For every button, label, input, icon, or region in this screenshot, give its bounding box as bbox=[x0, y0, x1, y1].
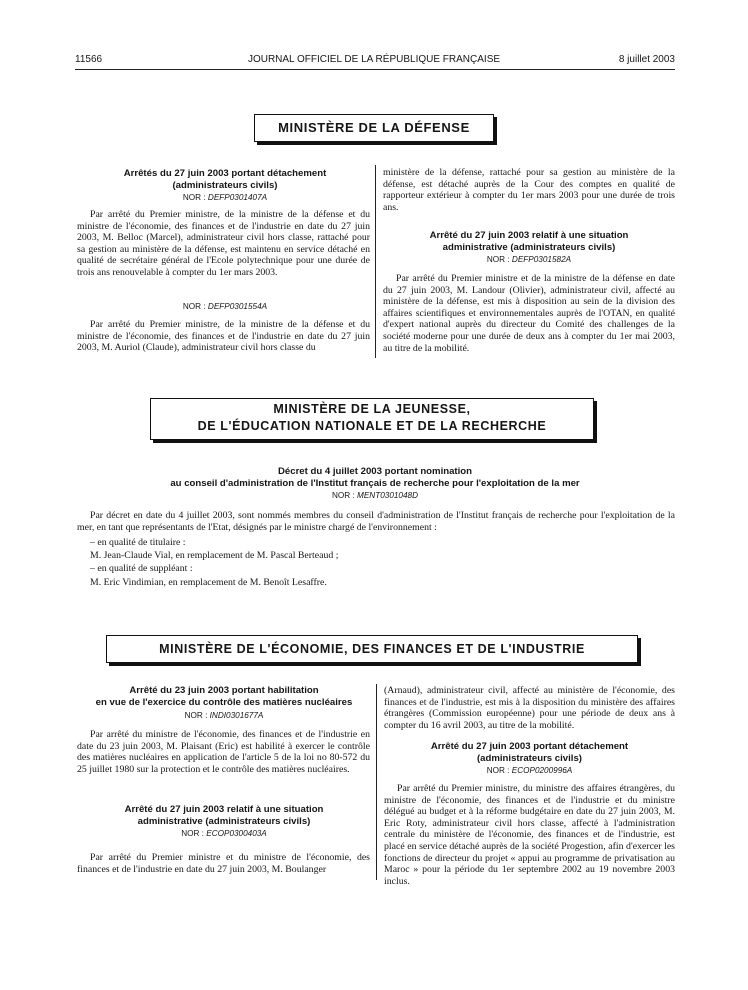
economie-a2-nor bbox=[76, 829, 372, 838]
jeunesse-title-line2: au conseil d'administration de l'Institut français de recherche pour l'exploitation de la mer bbox=[170, 477, 580, 489]
ministry-jeunesse-line2: DE L'ÉDUCATION NATIONALE ET DE LA RECHERCHE bbox=[197, 419, 547, 433]
economie-a1-title bbox=[76, 685, 372, 708]
economie-right-continuation: (Arnaud), administrateur civil, affecté au ministère de l'économie, des finances et de l'industrie, est mis à la disposition du ministère des affaires étrangères (Commission européenne) pour une période de deux ans à compter du 16 avril 2003, au titre de la mobilité. bbox=[384, 685, 675, 731]
page-number: 11566 bbox=[75, 54, 103, 65]
nor-label: NOR : bbox=[184, 711, 208, 720]
economie-a2-title bbox=[76, 804, 372, 827]
nor-code: ECOP0300403A bbox=[206, 829, 267, 838]
defense-right-continuation: ministère de la défense, rattaché pour sa gestion au ministère de la défense, est détaché auprès de la Cour des comptes en qualité de rapporteur extérieur à compter du 1er mars 2003 pour une durée de trois ans. bbox=[383, 167, 675, 213]
column-divider bbox=[376, 684, 377, 880]
economie-a2-title-line2: administrative (administrateurs civils) bbox=[137, 815, 311, 827]
jeunesse-title-line1: Décret du 4 juillet 2003 portant nomination bbox=[277, 466, 473, 477]
economie-a2-title-line1: Arrêté du 27 juin 2003 relatif à une situation bbox=[124, 804, 324, 815]
economie-a3-title-line1: Arrêté du 27 juin 2003 portant détachement bbox=[430, 741, 629, 752]
ministry-defense-box bbox=[254, 114, 494, 142]
nor-label: NOR : bbox=[331, 491, 355, 500]
economie-a1-nor bbox=[76, 711, 372, 720]
economie-a3-title-line2: (administrateurs civils) bbox=[476, 752, 583, 764]
jeunesse-line-suppleant: – en qualité de suppléant : bbox=[90, 563, 193, 574]
nor-label: NOR : bbox=[486, 255, 510, 264]
header-rule bbox=[75, 69, 675, 70]
jeunesse-line-vindimian: M. Eric Vindimian, en remplacement de M. Benoît Lesaffre. bbox=[90, 577, 327, 588]
defense-a1-nor bbox=[80, 193, 370, 202]
nor-code: DEFP0301582A bbox=[511, 255, 572, 264]
page-date: 8 juillet 2003 bbox=[618, 54, 675, 65]
economie-a3-title bbox=[384, 741, 675, 764]
defense-a1-paragraph2: Par arrêté du Premier ministre, de la ministre de la défense et du ministre de l'économie, des finances et de l'industrie en date du 27 juin 2003, M. Auriol (Claude), administrateur civil hors classe du bbox=[77, 319, 370, 354]
defense-a2-title-line2: administrative (administrateurs civils) bbox=[442, 241, 616, 253]
economie-a3-paragraph: Par arrêté du Premier ministre, du ministre des affaires étrangères, du ministre de l'économie, des finances et de l'industrie et du ministre délégué au budget et à la réforme budgétaire en date du 27 juin 2003, M. Eric Roty, administrateur civil hors classe, affecté à l'administration centrale du ministère de l'économie, des finances et de l'industrie, est placé en service détaché auprès de la société Progestion, afin d'exercer les fonctions de directeur du projet « appui au programme de privatisation au Maroc » pour la période du 1er septembre 2002 au 19 novembre 2003 inclus. bbox=[384, 783, 675, 887]
jeunesse-decree-title bbox=[75, 466, 675, 489]
nor-code: DEFP0301554A bbox=[207, 302, 268, 311]
defense-a2-title bbox=[383, 230, 675, 253]
ministry-defense-title: MINISTÈRE DE LA DÉFENSE bbox=[278, 120, 470, 135]
defense-a2-paragraph: Par arrêté du Premier ministre et de la ministre de la défense en date du 27 juin 2003, M. Landour (Olivier), administrateur civil, affecté au ministère de la défense, est mis à disposition au sein de la division des affaires scientifiques et environnementales auprès de l'OTAN, en qualité d'expert national auprès du directeur du Comité des challenges de la société moderne pour une durée de deux ans à compter du 1er mai 2003, au titre de la mobilité. bbox=[383, 273, 675, 354]
nor-label: NOR : bbox=[486, 766, 510, 775]
nor-label: NOR : bbox=[182, 193, 206, 202]
jeunesse-line-vial: M. Jean-Claude Vial, en remplacement de M. Pascal Berteaud ; bbox=[90, 550, 339, 561]
ministry-economie-title: MINISTÈRE DE L'ÉCONOMIE, DES FINANCES ET DE L'INDUSTRIE bbox=[159, 642, 585, 656]
nor-code: ECOP0200996A bbox=[511, 766, 573, 775]
nor-code: DEFP0301407A bbox=[207, 193, 268, 202]
defense-a1-title bbox=[80, 168, 370, 191]
nor-code: MENT0301048D bbox=[357, 491, 418, 500]
ministry-jeunesse-line1: MINISTÈRE DE LA JEUNESSE, bbox=[273, 402, 471, 416]
defense-a1-title-line2: (administrateurs civils) bbox=[172, 179, 278, 191]
defense-a2-nor bbox=[383, 255, 675, 264]
nor-code: INDI0301677A bbox=[209, 711, 264, 720]
defense-a1-paragraph: Par arrêté du Premier ministre, de la ministre de la défense et du ministre de l'économie, des finances et de l'industrie en date du 27 juin 2003, M. Belloc (Marcel), administrateur civil hors classe, rattaché pour sa gestion au ministère de la défense, est maintenu en service détaché en qualité de secrétaire général de l'Ecole polytechnique pour une durée de trois ans renouvelable à compter du 1er mars 2003. bbox=[77, 209, 370, 278]
defense-a1-title-line1: Arrêtés du 27 juin 2003 portant détachement bbox=[123, 168, 327, 179]
economie-a3-nor bbox=[384, 766, 675, 775]
column-divider bbox=[375, 165, 376, 358]
ministry-jeunesse-box bbox=[150, 398, 594, 440]
nor-label: NOR : bbox=[181, 829, 204, 838]
nor-label: NOR : bbox=[182, 302, 206, 311]
economie-a2-paragraph: Par arrêté du Premier ministre et du ministre de l'économie, des finances et de l'industrie en date du 27 juin 2003, M. Boulanger bbox=[77, 852, 370, 875]
ministry-economie-box bbox=[106, 635, 638, 663]
defense-a2-title-line1: Arrêté du 27 juin 2003 relatif à une situation bbox=[429, 230, 629, 241]
journal-title: JOURNAL OFFICIEL DE LA RÉPUBLIQUE FRANÇAISE bbox=[247, 54, 501, 65]
jeunesse-paragraph: Par décret en date du 4 juillet 2003, sont nommés membres du conseil d'administration de l'Institut français de recherche pour l'exploitation de la mer, en tant que représentants de l'Etat, désignés par le ministre chargé de l'environnement : bbox=[77, 510, 675, 533]
economie-a1-paragraph: Par arrêté du ministre de l'économie, des finances et de l'industrie en date du 23 juin 2003, M. Plaisant (Eric) est habilité à exercer le contrôle des matières nucléaires en application de l'article 5 de la loi no 80-572 du 25 juillet 1980 sur la protection et le contrôle des matières nucléaires. bbox=[77, 729, 370, 775]
jeunesse-nor bbox=[75, 491, 675, 500]
jeunesse-line-titulaire: – en qualité de titulaire : bbox=[90, 537, 186, 548]
defense-a1-nor2 bbox=[80, 302, 370, 311]
economie-a1-title-line2: en vue de l'exercice du contrôle des matières nucléaires bbox=[95, 696, 353, 708]
economie-a1-title-line1: Arrêté du 23 juin 2003 portant habilitation bbox=[129, 685, 319, 696]
